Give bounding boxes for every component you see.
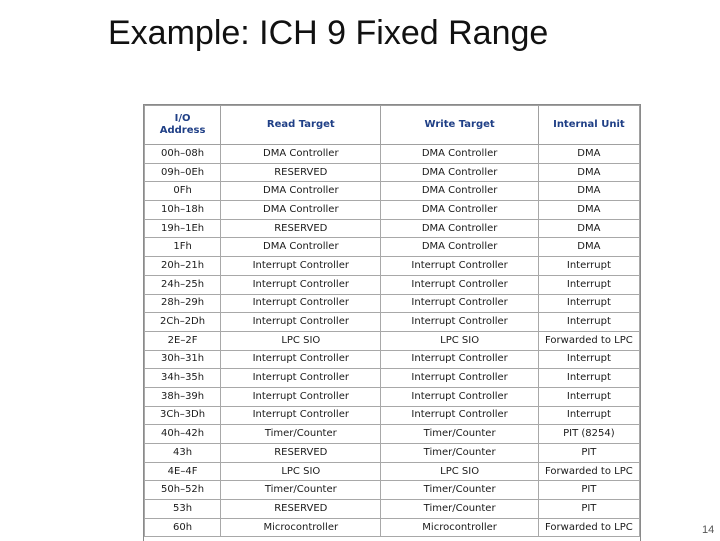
cell-write-target: Interrupt Controller	[381, 313, 538, 332]
cell-internal-unit: PIT	[538, 500, 639, 519]
cell-io-address: 40h–42h	[145, 425, 221, 444]
cell-internal-unit: PIT	[538, 444, 639, 463]
cell-read-target: LPC SIO	[221, 462, 381, 481]
cell-write-target: DMA Controller	[381, 219, 538, 238]
cell-io-address: 53h	[145, 500, 221, 519]
cell-read-target: Interrupt Controller	[221, 257, 381, 276]
table-row	[145, 331, 640, 350]
cell-write-target: Interrupt Controller	[381, 275, 538, 294]
cell-write-target: DMA Controller	[381, 163, 538, 182]
cell-write-target: Interrupt Controller	[381, 257, 538, 276]
cell-write-target: DMA Controller	[381, 238, 538, 257]
cell-internal-unit: Interrupt	[538, 313, 639, 332]
table-row	[145, 350, 640, 369]
cell-internal-unit: DMA	[538, 182, 639, 201]
cell-read-target: Interrupt Controller	[221, 350, 381, 369]
cell-io-address: 43h	[145, 444, 221, 463]
cell-read-target: Timer/Counter	[221, 425, 381, 444]
cell-io-address: 09h–0Eh	[145, 163, 221, 182]
table-row	[145, 275, 640, 294]
cell-io-address: 50h–52h	[145, 481, 221, 500]
header-write-target: Write Target	[381, 106, 538, 145]
table-row	[145, 313, 640, 332]
table-row	[145, 481, 640, 500]
header-io-address-line1: I/O	[174, 113, 191, 124]
cell-write-target: Interrupt Controller	[381, 350, 538, 369]
cell-write-target: Timer/Counter	[381, 500, 538, 519]
cell-io-address: 10h–18h	[145, 201, 221, 220]
cell-internal-unit: DMA	[538, 145, 639, 164]
cell-write-target: DMA Controller	[381, 145, 538, 164]
page-number: 14	[702, 524, 715, 536]
table-header-row	[145, 106, 640, 145]
header-io-address	[145, 106, 221, 145]
table-row	[145, 182, 640, 201]
cell-internal-unit: Interrupt	[538, 275, 639, 294]
cell-io-address: 2Ch–2Dh	[145, 313, 221, 332]
table-row	[145, 462, 640, 481]
cell-io-address: 1Fh	[145, 238, 221, 257]
cell-write-target: Timer/Counter	[381, 481, 538, 500]
cell-write-target: Microcontroller	[381, 518, 538, 537]
cell-io-address: 60h	[145, 518, 221, 537]
header-read-target: Read Target	[221, 106, 381, 145]
cell-io-address: 30h–31h	[145, 350, 221, 369]
table-row	[145, 369, 640, 388]
cell-read-target: Interrupt Controller	[221, 406, 381, 425]
cell-internal-unit: Forwarded to LPC	[538, 462, 639, 481]
cell-io-address: 19h–1Eh	[145, 219, 221, 238]
cell-read-target: RESERVED	[221, 500, 381, 519]
cell-internal-unit: DMA	[538, 163, 639, 182]
cell-io-address: 4E–4F	[145, 462, 221, 481]
header-internal-unit: Internal Unit	[538, 106, 639, 145]
cell-internal-unit: DMA	[538, 238, 639, 257]
cell-write-target: Timer/Counter	[381, 425, 538, 444]
cell-internal-unit: Interrupt	[538, 406, 639, 425]
cell-read-target: RESERVED	[221, 444, 381, 463]
cell-io-address: 3Ch–3Dh	[145, 406, 221, 425]
table-row	[145, 238, 640, 257]
cell-read-target: DMA Controller	[221, 145, 381, 164]
cell-io-address: 2E–2F	[145, 331, 221, 350]
table-row	[145, 145, 640, 164]
cell-internal-unit: DMA	[538, 219, 639, 238]
cell-io-address: 00h–08h	[145, 145, 221, 164]
cell-read-target: LPC SIO	[221, 331, 381, 350]
cell-io-address: 0Fh	[145, 182, 221, 201]
table-row	[145, 406, 640, 425]
table-body	[145, 145, 640, 537]
cell-internal-unit: Interrupt	[538, 350, 639, 369]
cell-write-target: LPC SIO	[381, 331, 538, 350]
cell-read-target: Microcontroller	[221, 518, 381, 537]
cell-read-target: Interrupt Controller	[221, 387, 381, 406]
table-row	[145, 219, 640, 238]
fixed-range-table-image	[143, 104, 641, 541]
cell-io-address: 38h–39h	[145, 387, 221, 406]
cell-io-address: 24h–25h	[145, 275, 221, 294]
cell-internal-unit: DMA	[538, 201, 639, 220]
header-io-address-line2: Address	[159, 125, 206, 136]
cell-io-address: 34h–35h	[145, 369, 221, 388]
cell-write-target: Timer/Counter	[381, 444, 538, 463]
slide-title: Example: ICH 9 Fixed Range	[108, 14, 549, 52]
table-row	[145, 500, 640, 519]
cell-write-target: LPC SIO	[381, 462, 538, 481]
cell-write-target: Interrupt Controller	[381, 387, 538, 406]
cell-internal-unit: Forwarded to LPC	[538, 518, 639, 537]
cell-internal-unit: Interrupt	[538, 257, 639, 276]
cell-read-target: Interrupt Controller	[221, 313, 381, 332]
cell-read-target: Timer/Counter	[221, 481, 381, 500]
cell-read-target: DMA Controller	[221, 182, 381, 201]
cell-internal-unit: PIT (8254)	[538, 425, 639, 444]
table-row	[145, 518, 640, 537]
cell-internal-unit: Forwarded to LPC	[538, 331, 639, 350]
cell-write-target: DMA Controller	[381, 201, 538, 220]
cell-write-target: Interrupt Controller	[381, 406, 538, 425]
cell-io-address: 20h–21h	[145, 257, 221, 276]
table-row	[145, 201, 640, 220]
cell-internal-unit: Interrupt	[538, 387, 639, 406]
cell-write-target: Interrupt Controller	[381, 294, 538, 313]
cell-internal-unit: PIT	[538, 481, 639, 500]
table-row	[145, 163, 640, 182]
cell-internal-unit: Interrupt	[538, 294, 639, 313]
cell-read-target: Interrupt Controller	[221, 275, 381, 294]
cell-read-target: RESERVED	[221, 219, 381, 238]
cell-read-target: DMA Controller	[221, 238, 381, 257]
cell-write-target: Interrupt Controller	[381, 369, 538, 388]
table-row	[145, 257, 640, 276]
cell-read-target: RESERVED	[221, 163, 381, 182]
cell-read-target: Interrupt Controller	[221, 369, 381, 388]
table-row	[145, 294, 640, 313]
cell-internal-unit: Interrupt	[538, 369, 639, 388]
table-row	[145, 444, 640, 463]
table-row	[145, 387, 640, 406]
io-address-table	[144, 105, 640, 537]
cell-read-target: DMA Controller	[221, 201, 381, 220]
table-row	[145, 425, 640, 444]
cell-read-target: Interrupt Controller	[221, 294, 381, 313]
cell-write-target: DMA Controller	[381, 182, 538, 201]
cell-io-address: 28h–29h	[145, 294, 221, 313]
